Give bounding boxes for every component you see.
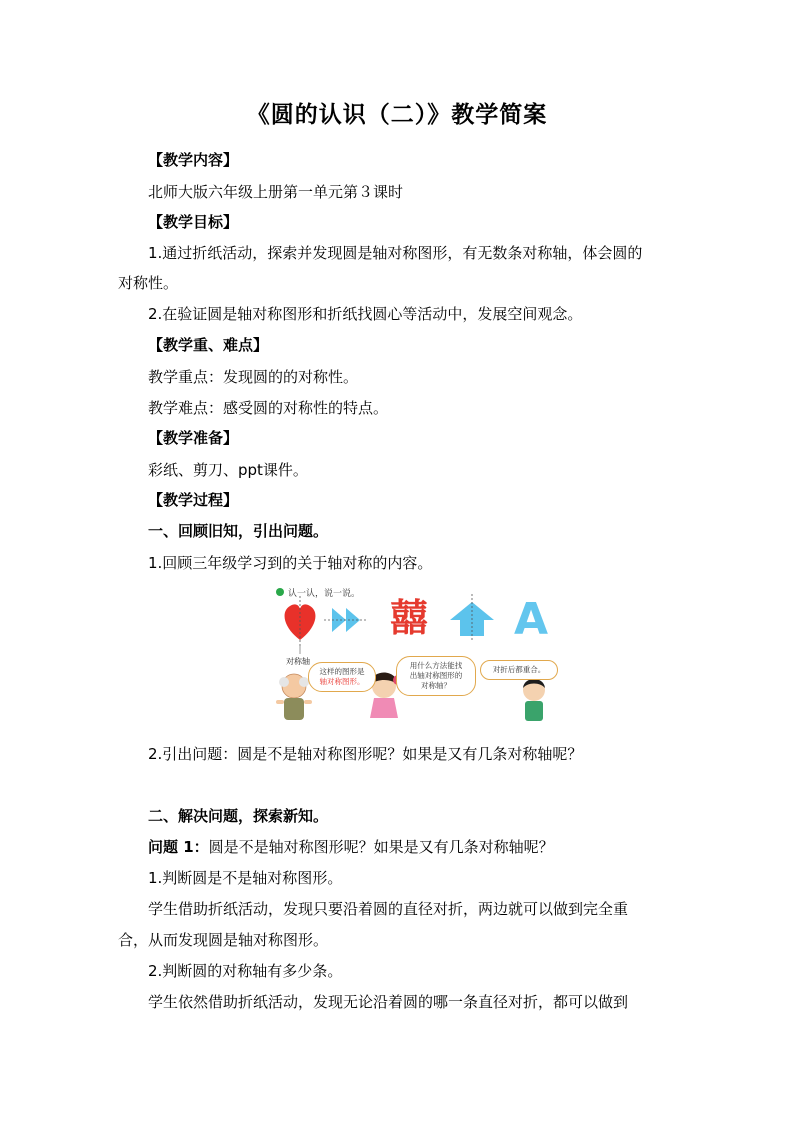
part2-item1-desc-line1: 学生借助折纸活动，发现只要沿着圆的直径对折，两边就可以做到完全重 [148, 900, 629, 918]
question1-text: 圆是不是轴对称图形呢？如果是又有几条对称轴呢？ [208, 838, 554, 856]
figure-caption: 认一认，说一说。 [288, 589, 361, 599]
part2-item2: 2.判断圆的对称轴有多少条。 [148, 962, 343, 980]
goal2: 2.在验证圆是轴对称图形和折纸找圆心等活动中，发展空间观念。 [148, 305, 583, 323]
speech-bubble-3 [480, 660, 558, 680]
elder-character-icon [276, 674, 312, 720]
prep-heading: 【教学准备】 [148, 429, 239, 447]
house-arrow-icon [450, 594, 494, 642]
part2-item2-desc-line1: 学生依然借助折纸活动，发现无论沿着圆的哪一条直径对折，都可以做到 [148, 993, 629, 1011]
double-happiness-symbol: 囍 [390, 596, 429, 640]
goals-heading: 【教学目标】 [148, 213, 239, 231]
bubble1-line1: 这样的图形是 [319, 667, 365, 676]
process-heading: 【教学过程】 [148, 491, 239, 509]
question1-label: 问题 1： [148, 838, 209, 856]
bubble2-line1: 用什么方法能找 [409, 661, 463, 670]
axis-label: 对称轴 [286, 657, 310, 666]
question1 [148, 837, 554, 857]
part2-heading: 二、解决问题，探索新知。 [148, 807, 329, 825]
speech-bubble-2 [396, 656, 476, 696]
content-text: 北师大版六年级上册第一单元第３课时 [148, 183, 404, 201]
letter-a-symbol: A [514, 594, 549, 645]
key-heading: 【教学重、难点】 [148, 336, 269, 354]
part2-item1: 1.判断圆是不是轴对称图形。 [148, 869, 343, 887]
double-arrow-icon [324, 608, 368, 632]
prep-text: 彩纸、剪刀、ppt课件。 [148, 461, 308, 479]
goal1-line2: 对称性。 [118, 274, 179, 292]
part1-item1: 1.回顾三年级学习到的关于轴对称的内容。 [148, 554, 433, 572]
content-heading: 【教学内容】 [148, 151, 239, 169]
speech-bubble-1 [308, 662, 376, 692]
part2-item1-desc-line2: 合，从而发现圆是轴对称图形。 [118, 931, 329, 949]
bubble2-line3: 对称轴？ [421, 681, 451, 690]
goal1-line1: 1.通过折纸活动，探索并发现圆是轴对称图形，有无数条对称轴，体会圆的 [148, 244, 643, 262]
boy-character-icon [523, 679, 545, 721]
bubble3-text: 对折后都重合。 [492, 665, 546, 674]
document-title: 《圆的认识（二）》教学简案 [246, 101, 548, 128]
heart-icon [285, 596, 316, 646]
bubble1-line2: 轴对称图形。 [319, 677, 365, 686]
difficult-point: 教学难点：感受圆的对称性的特点。 [148, 399, 389, 417]
part1-heading: 一、回顾旧知，引出问题。 [148, 522, 329, 540]
key-point: 教学重点：发现圆的的对称性。 [148, 368, 359, 386]
part1-item2: 2.引出问题：圆是不是轴对称图形呢？如果是又有几条对称轴呢？ [148, 745, 583, 763]
symmetry-figure [272, 582, 572, 730]
bubble2-line2: 出轴对称图形的 [409, 671, 463, 680]
